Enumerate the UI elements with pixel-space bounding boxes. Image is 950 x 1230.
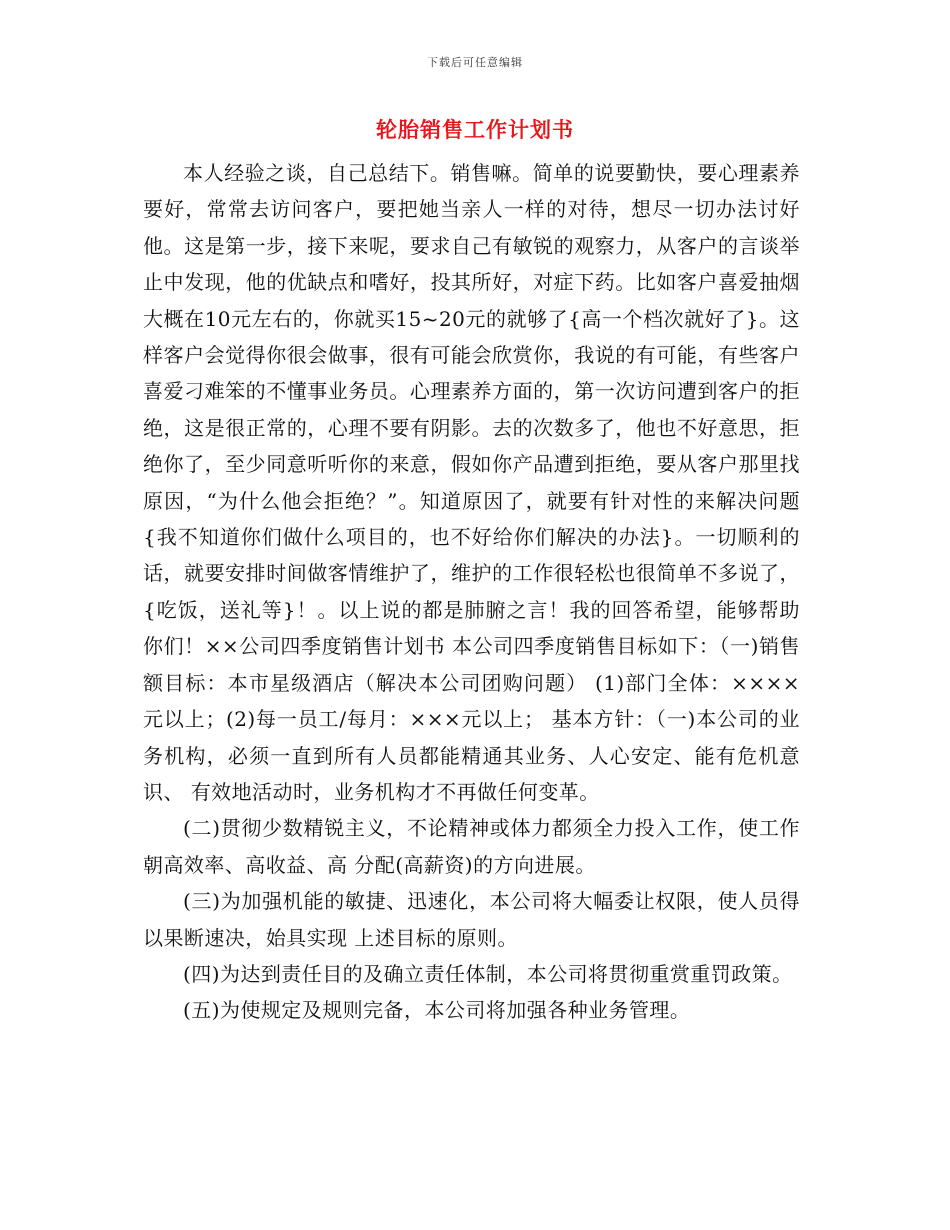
document-body: [143, 155, 800, 1029]
document-title: 轮胎销售工作计划书: [376, 117, 574, 142]
paragraph-3: (三)为加强机能的敏捷、迅速化，本公司将大幅委让权限，使人员得以果断速决，始具实现 上述目标的原则。: [143, 889, 800, 950]
paragraph-1: 本人经验之谈，自己总结下。销售嘛。简单的说要勤快，要心理素养要好，常常去访问客户，要把她当亲人一样的对待，想尽一切办法讨好他。这是第一步，接下来呢，要求自己有敏锐的观察力，从客户的言谈举止中发现，他的优缺点和嗜好，投其所好，对症下药。比如客户喜爱抽烟大概在10元左右的，你就买15~20元的就够了{高一个档次就好了}。这样客户会觉得你很会做事，很有可能会欣赏你，我说的有可能，有些客户喜爱刁难笨的不懂事业务员。心理素养方面的，第一次访问遭到客户的拒绝，这是很正常的，心理不要有阴影。去的次数多了，他也不好意思，拒绝你了，至少同意听听你的来意，假如你产品遭到拒绝，要从客户那里找原因，“为什么他会拒绝？”。知道原因了，就要有针对性的来解决问题{我不知道你们做什么项目的，也不好给你们解决的办法}。一切顺利的话，就要安排时间做客情维护了，维护的工作很轻松也很简单不多说了，{吃饭，送礼等}！。以上说的都是肺腑之言！我的回答希望，能够帮助你们！××公司四季度销售计划书 本公司四季度销售目标如下：（一)销售额目标：本市星级酒店（解决本公司团购问题） (1)部门全体：××××元以上；(2)每一员工/每月：×××元以上； 基本方针：（一)本公司的业务机构，必须一直到所有人员都能精通其业务、人心安定、能有危机意识、 有效地活动时，业务机构才不再做任何变革。: [143, 161, 800, 804]
paragraph-2: (二)贯彻少数精锐主义，不论精神或体力都须全力投入工作，使工作朝高效率、高收益、高 分配(高薪资)的方向进展。: [143, 816, 800, 877]
paragraph-5: (五)为使规定及规则完备，本公司将加强各种业务管理。: [183, 998, 691, 1023]
header-note: 下载后可任意编辑: [427, 56, 523, 69]
paragraph-4: (四)为达到责任目的及确立责任体制，本公司将贯彻重赏重罚政策。: [183, 961, 793, 986]
